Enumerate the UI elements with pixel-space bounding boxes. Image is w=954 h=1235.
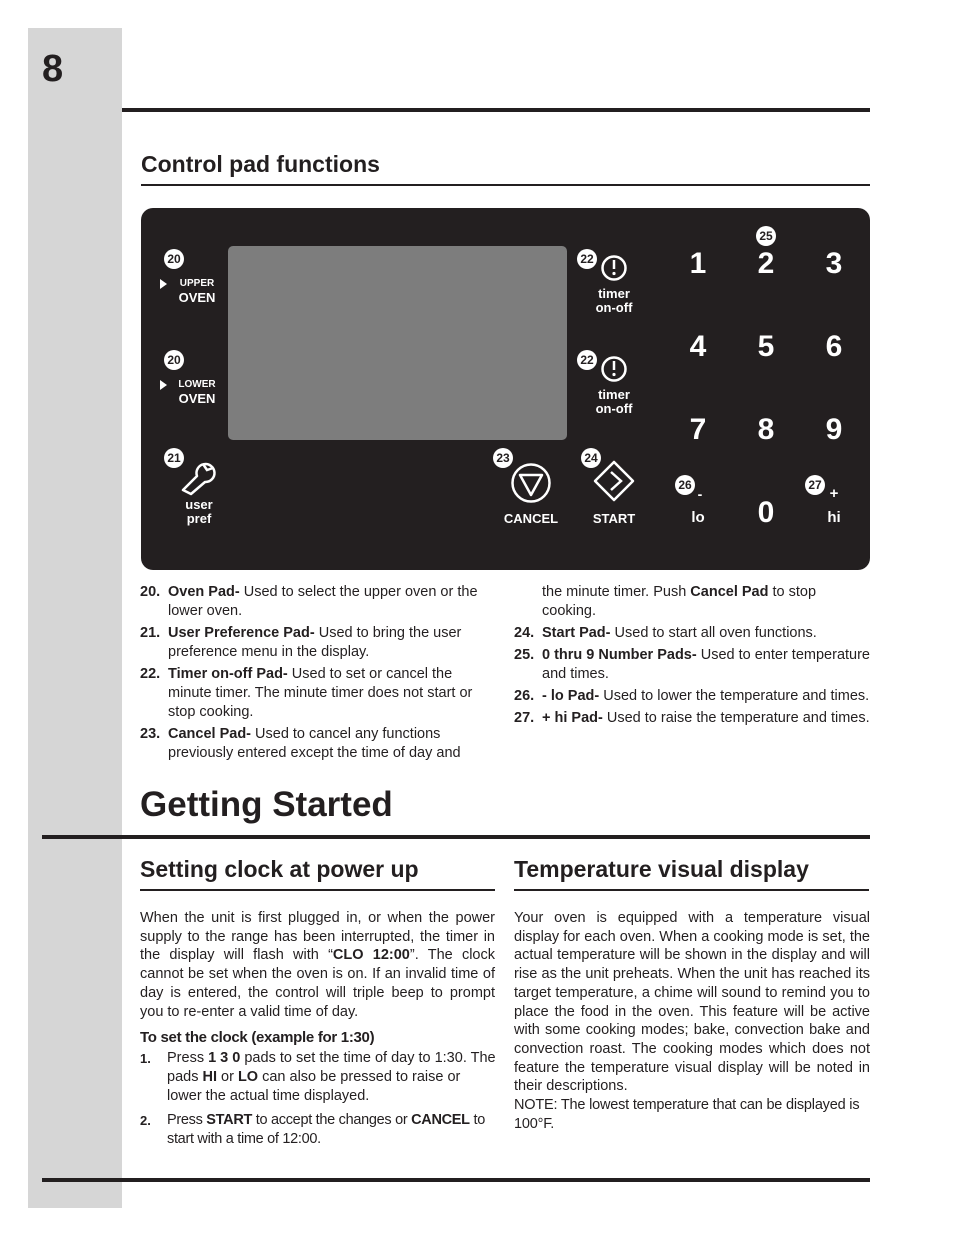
upper-oven-big: OVEN bbox=[178, 290, 216, 305]
digit-9-pad[interactable]: 9 bbox=[825, 413, 843, 446]
item-text: Used to bring the user preference menu in the display. bbox=[168, 625, 462, 660]
wrench-icon[interactable] bbox=[177, 458, 221, 496]
digit-7-pad[interactable]: 7 bbox=[689, 413, 707, 446]
lo-pad[interactable]: lo bbox=[691, 509, 705, 526]
hi-pad[interactable]: hi bbox=[827, 509, 841, 526]
step-number: 1. bbox=[140, 1051, 151, 1066]
clock-title-rule bbox=[140, 889, 495, 891]
item-text: Used to lower the temperature and times. bbox=[599, 688, 870, 704]
clock-display-code: CLO 12:00 bbox=[332, 947, 410, 964]
continuation-text-end: to stop cooking. bbox=[542, 584, 817, 619]
badge-lower-oven: 20 bbox=[164, 350, 184, 370]
pad-list-right bbox=[514, 583, 870, 730]
list-continuation bbox=[514, 583, 870, 621]
item-number: 23. bbox=[140, 726, 161, 742]
item-term: Cancel Pad- bbox=[168, 726, 251, 742]
temp-paragraph bbox=[514, 909, 870, 1133]
cancel-label: CANCEL bbox=[503, 511, 559, 526]
list-item bbox=[514, 624, 870, 643]
badge-lo: 26 bbox=[675, 475, 695, 495]
item-number: 25. bbox=[514, 647, 535, 663]
pad-list-left bbox=[140, 583, 496, 765]
section-rule bbox=[141, 184, 870, 186]
item-number: 22. bbox=[140, 666, 161, 682]
digit-5-pad[interactable]: 5 bbox=[757, 330, 775, 363]
clock-text-2: ”. The clock cannot be set when the oven is on. If an invalid time of day is entered, the control will triple beep to prompt you to re-enter a valid time of day. bbox=[140, 947, 495, 1020]
sidebar-band bbox=[28, 28, 122, 1208]
step-bold: LO bbox=[237, 1069, 259, 1085]
timer-upper-line2: on-off bbox=[595, 300, 633, 315]
control-panel bbox=[141, 208, 870, 570]
timer-lower-line1: timer bbox=[598, 387, 630, 402]
timer-icon[interactable] bbox=[600, 355, 628, 383]
clock-step-1 bbox=[140, 1049, 496, 1106]
item-term: User Preference Pad- bbox=[168, 625, 315, 641]
item-text: Used to cancel any functions previously entered except the time of day and bbox=[168, 726, 461, 761]
item-text: Used to set or cancel the minute timer. The minute timer does not start or stop cooking. bbox=[168, 666, 473, 720]
display-screen bbox=[228, 246, 567, 440]
item-number: 26. bbox=[514, 688, 535, 704]
temp-section-title: Temperature visual display bbox=[514, 856, 809, 882]
cancel-icon[interactable] bbox=[510, 462, 552, 504]
list-item bbox=[514, 709, 870, 728]
clock-subheading: To set the clock (example for 1:30) bbox=[140, 1029, 375, 1046]
digit-8-pad[interactable]: 8 bbox=[757, 413, 775, 446]
lower-oven-pad[interactable] bbox=[171, 379, 223, 406]
list-item bbox=[514, 687, 870, 706]
lo-sign: - bbox=[697, 486, 703, 502]
getting-started-title: Getting Started bbox=[140, 785, 393, 824]
clock-text-1: When the unit is first plugged in, or when the power supply to the range has been interrupted, the timer in the display will flash with “ bbox=[140, 910, 495, 964]
item-term: 0 thru 9 Number Pads- bbox=[542, 647, 697, 663]
continuation-bold: Cancel Pad bbox=[690, 584, 769, 600]
timer-icon[interactable] bbox=[600, 254, 628, 282]
badge-hi: 27 bbox=[805, 475, 825, 495]
arrow-right-icon bbox=[160, 279, 167, 289]
start-label: START bbox=[592, 511, 636, 526]
clock-step-2 bbox=[140, 1111, 496, 1149]
list-item bbox=[140, 725, 496, 763]
item-text: Used to raise the temperature and times. bbox=[602, 710, 870, 726]
badge-timer-upper: 22 bbox=[577, 249, 597, 269]
bottom-rule bbox=[42, 1178, 870, 1182]
temp-text: Your oven is equipped with a temperature visual display for each oven. When a cooking mode is set, the actual temperature will be shown in the display and will rise as the unit preheats. When the unit has reached its target temperature, a chime will sound to remind you to place the food in the oven. This feature will be active with some cooking modes; bake, convection bake and convection roast. The cooking modes which does not feature the temperature visual display will be noted in their descriptions. bbox=[514, 910, 870, 1095]
step-bold: HI bbox=[202, 1069, 217, 1085]
list-item bbox=[140, 624, 496, 662]
step-text: pads to set the time of day to 1:30. The pads bbox=[167, 1050, 496, 1085]
timer-lower-label bbox=[585, 388, 643, 416]
step-text: Press bbox=[167, 1112, 207, 1128]
hi-sign: + bbox=[829, 485, 839, 502]
step-text: to accept the changes or bbox=[252, 1112, 412, 1128]
digit-3-pad[interactable]: 3 bbox=[825, 247, 843, 280]
item-text: Used to enter temperature and times. bbox=[542, 647, 870, 682]
digit-0-pad[interactable]: 0 bbox=[757, 496, 775, 529]
item-number: 20. bbox=[140, 584, 161, 600]
timer-lower-line2: on-off bbox=[595, 401, 633, 416]
item-term: Oven Pad- bbox=[168, 584, 240, 600]
item-number: 24. bbox=[514, 625, 535, 641]
item-text: Used to select the upper oven or the lower oven. bbox=[168, 584, 478, 619]
continuation-text: the minute timer. Push bbox=[542, 584, 691, 600]
badge-user-pref: 21 bbox=[164, 448, 184, 468]
step-text: can also be pressed to raise or lower the actual time displayed. bbox=[167, 1069, 461, 1104]
badge-timer-lower: 22 bbox=[577, 350, 597, 370]
temp-note: NOTE: The lowest temperature that can be displayed is 100°F. bbox=[514, 1097, 860, 1132]
getting-started-rule bbox=[42, 835, 870, 839]
badge-cancel: 23 bbox=[493, 448, 513, 468]
clock-section-title: Setting clock at power up bbox=[140, 856, 419, 882]
item-term: + hi Pad- bbox=[542, 710, 603, 726]
timer-upper-line1: timer bbox=[598, 286, 630, 301]
badge-upper-oven: 20 bbox=[164, 249, 184, 269]
digit-6-pad[interactable]: 6 bbox=[825, 330, 843, 363]
user-pref-label bbox=[171, 498, 227, 526]
section-title-control-pad: Control pad functions bbox=[141, 151, 380, 177]
clock-paragraph bbox=[140, 909, 495, 1021]
user-pref-line1: user bbox=[185, 497, 213, 512]
step-number: 2. bbox=[140, 1113, 151, 1128]
page-number: 8 bbox=[42, 48, 64, 90]
item-number: 27. bbox=[514, 710, 535, 726]
timer-upper-label bbox=[585, 287, 643, 315]
badge-number-pads: 25 bbox=[756, 226, 776, 246]
item-term: Timer on-off Pad- bbox=[168, 666, 288, 682]
digit-4-pad[interactable]: 4 bbox=[689, 330, 707, 363]
item-number: 21. bbox=[140, 625, 161, 641]
temp-title-rule bbox=[514, 889, 869, 891]
step-bold: 1 3 0 bbox=[208, 1050, 241, 1066]
item-term: Start Pad- bbox=[542, 625, 611, 641]
digit-1-pad[interactable]: 1 bbox=[689, 247, 707, 280]
list-item bbox=[140, 583, 496, 621]
lower-oven-big: OVEN bbox=[178, 391, 216, 406]
start-icon[interactable] bbox=[593, 460, 635, 502]
step-text: or bbox=[216, 1069, 238, 1085]
user-pref-line2: pref bbox=[186, 511, 212, 526]
list-item bbox=[514, 646, 870, 684]
step-text: Press bbox=[167, 1050, 209, 1066]
badge-start: 24 bbox=[581, 448, 601, 468]
list-item bbox=[140, 665, 496, 722]
lower-oven-small: LOWER bbox=[178, 379, 216, 390]
top-rule bbox=[122, 108, 870, 112]
step-bold: START bbox=[206, 1112, 253, 1128]
upper-oven-pad[interactable] bbox=[171, 278, 223, 305]
item-term: - lo Pad- bbox=[542, 688, 600, 704]
step-text: to start with a time of 12:00. bbox=[167, 1112, 485, 1147]
digit-2-pad[interactable]: 2 bbox=[757, 247, 775, 280]
upper-oven-small: UPPER bbox=[179, 278, 215, 289]
arrow-right-icon bbox=[160, 380, 167, 390]
item-text: Used to start all oven functions. bbox=[610, 625, 817, 641]
step-bold: CANCEL bbox=[411, 1112, 470, 1128]
